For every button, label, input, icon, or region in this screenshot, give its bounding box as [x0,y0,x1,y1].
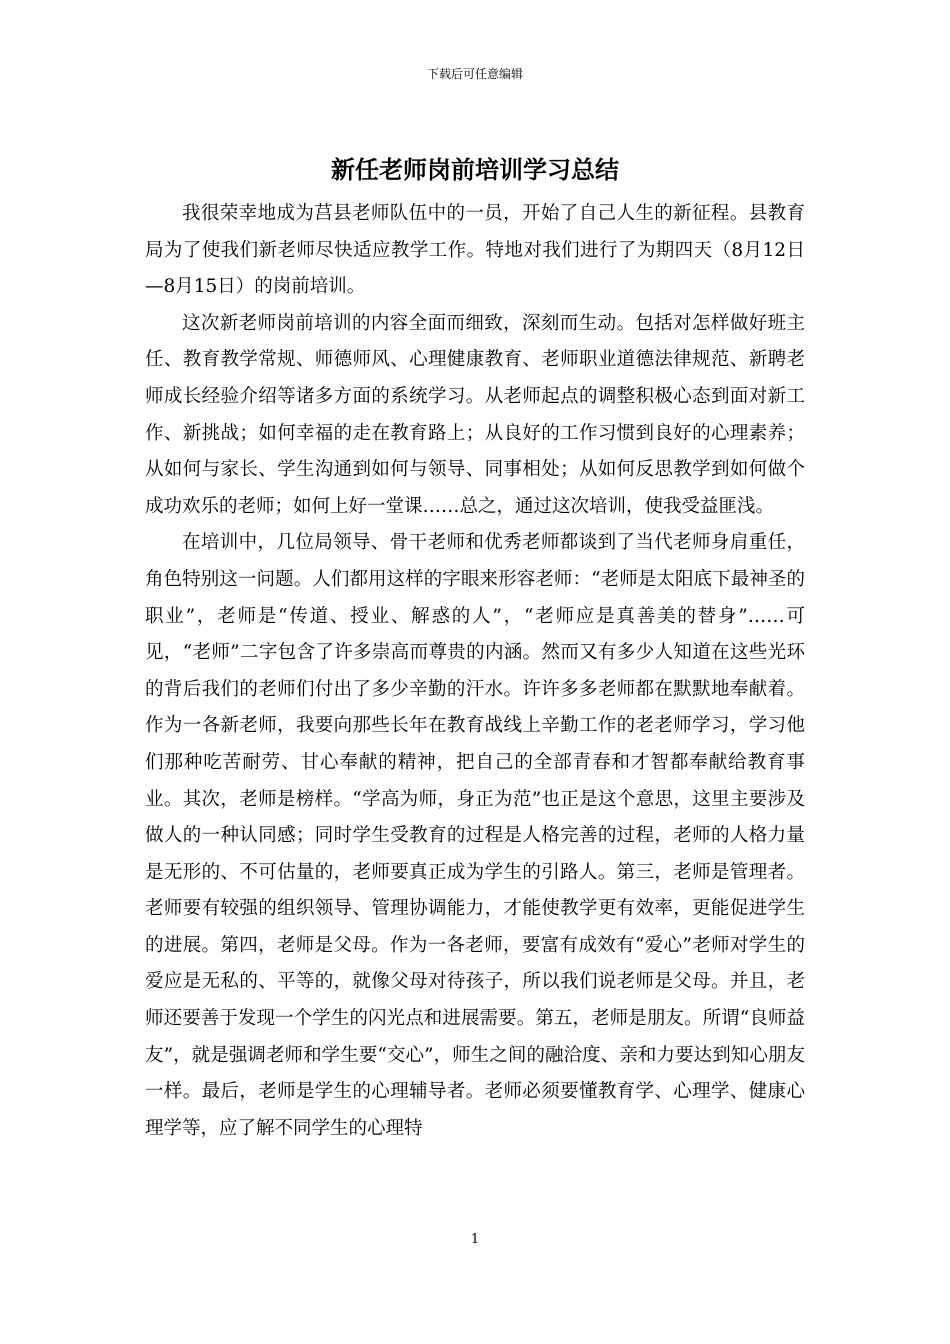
paragraph-teacher-roles: 在培训中，几位局领导、骨干老师和优秀老师都谈到了当代老师身肩重任，角色特别这一问题。人们都用这样的字眼来形容老师：“老师是太阳底下最神圣的职业”，老师是“传道、授业、解惑的人”，“老师应是真善美的替身”……可见，“老师”二字包含了许多崇高而尊贵的内涵。然而又有多少人知道在这些光环的背后我们的老师们付出了多少辛勤的汗水。许许多多老师都在默默地奉献着。作为一各新老师，我要向那些长年在教育战线上辛勤工作的老老师学习，学习他们那种吃苦耐劳、甘心奉献的精神，把自己的全部青春和才智都奉献给教育事业。其次，老师是榜样。“学高为师，身正为范”也正是这个意思，这里主要涉及做人的一种认同感；同时学生受教育的过程是人格完善的过程，老师的人格力量是无形的、不可估量的，老师要真正成为学生的引路人。第三，老师是管理者。老师要有较强的组织领导、管理协调能力，才能使教学更有效率，更能促进学生的进展。第四，老师是父母。作为一各老师，要富有成效有“爱心”老师对学生的爱应是无私的、平等的，就像父母对待孩子，所以我们说老师是父母。并且，老师还要善于发现一个学生的闪光点和进展需要。第五，老师是朋友。所谓“良师益友”，就是强调老师和学生要“交心”，师生之间的融洽度、亲和力要达到知心朋友一样。最后，老师是学生的心理辅导者。老师必须要懂教育学、心理学、健康心理学等，应了解不同学生的心理特 [145,532,805,1139]
document-body [145,196,805,1147]
page-number: 1 [470,1232,480,1247]
paragraph-training-content: 这次新老师岗前培训的内容全面而细致，深刻而生动。包括对怎样做好班主任、教育教学常规、师德师风、心理健康教育、老师职业道德法律规范、新聘老师成长经验介绍等诸多方面的系统学习。从老师起点的调整积极心态到面对新工作、新挑战；如何幸福的走在教育路上；从良好的工作习惯到良好的心理素养；从如何与家长、学生沟通到如何与领导、同事相处；从如何反思教学到如何做个成功欢乐的老师；如何上好一堂课……总之，通过这次培训，使我受益匪浅。 [145,312,805,517]
paragraph-intro: 我很荣幸地成为莒县老师队伍中的一员，开始了自己人生的新征程。县教育局为了使我们新老师尽快适应教学工作。特地对我们进行了为期四天（8月12日—8月15日）的岗前培训。 [145,203,805,298]
header-note: 下载后可任意编辑 [426,67,523,81]
document-title: 新任老师岗前培训学习总结 [331,155,619,184]
